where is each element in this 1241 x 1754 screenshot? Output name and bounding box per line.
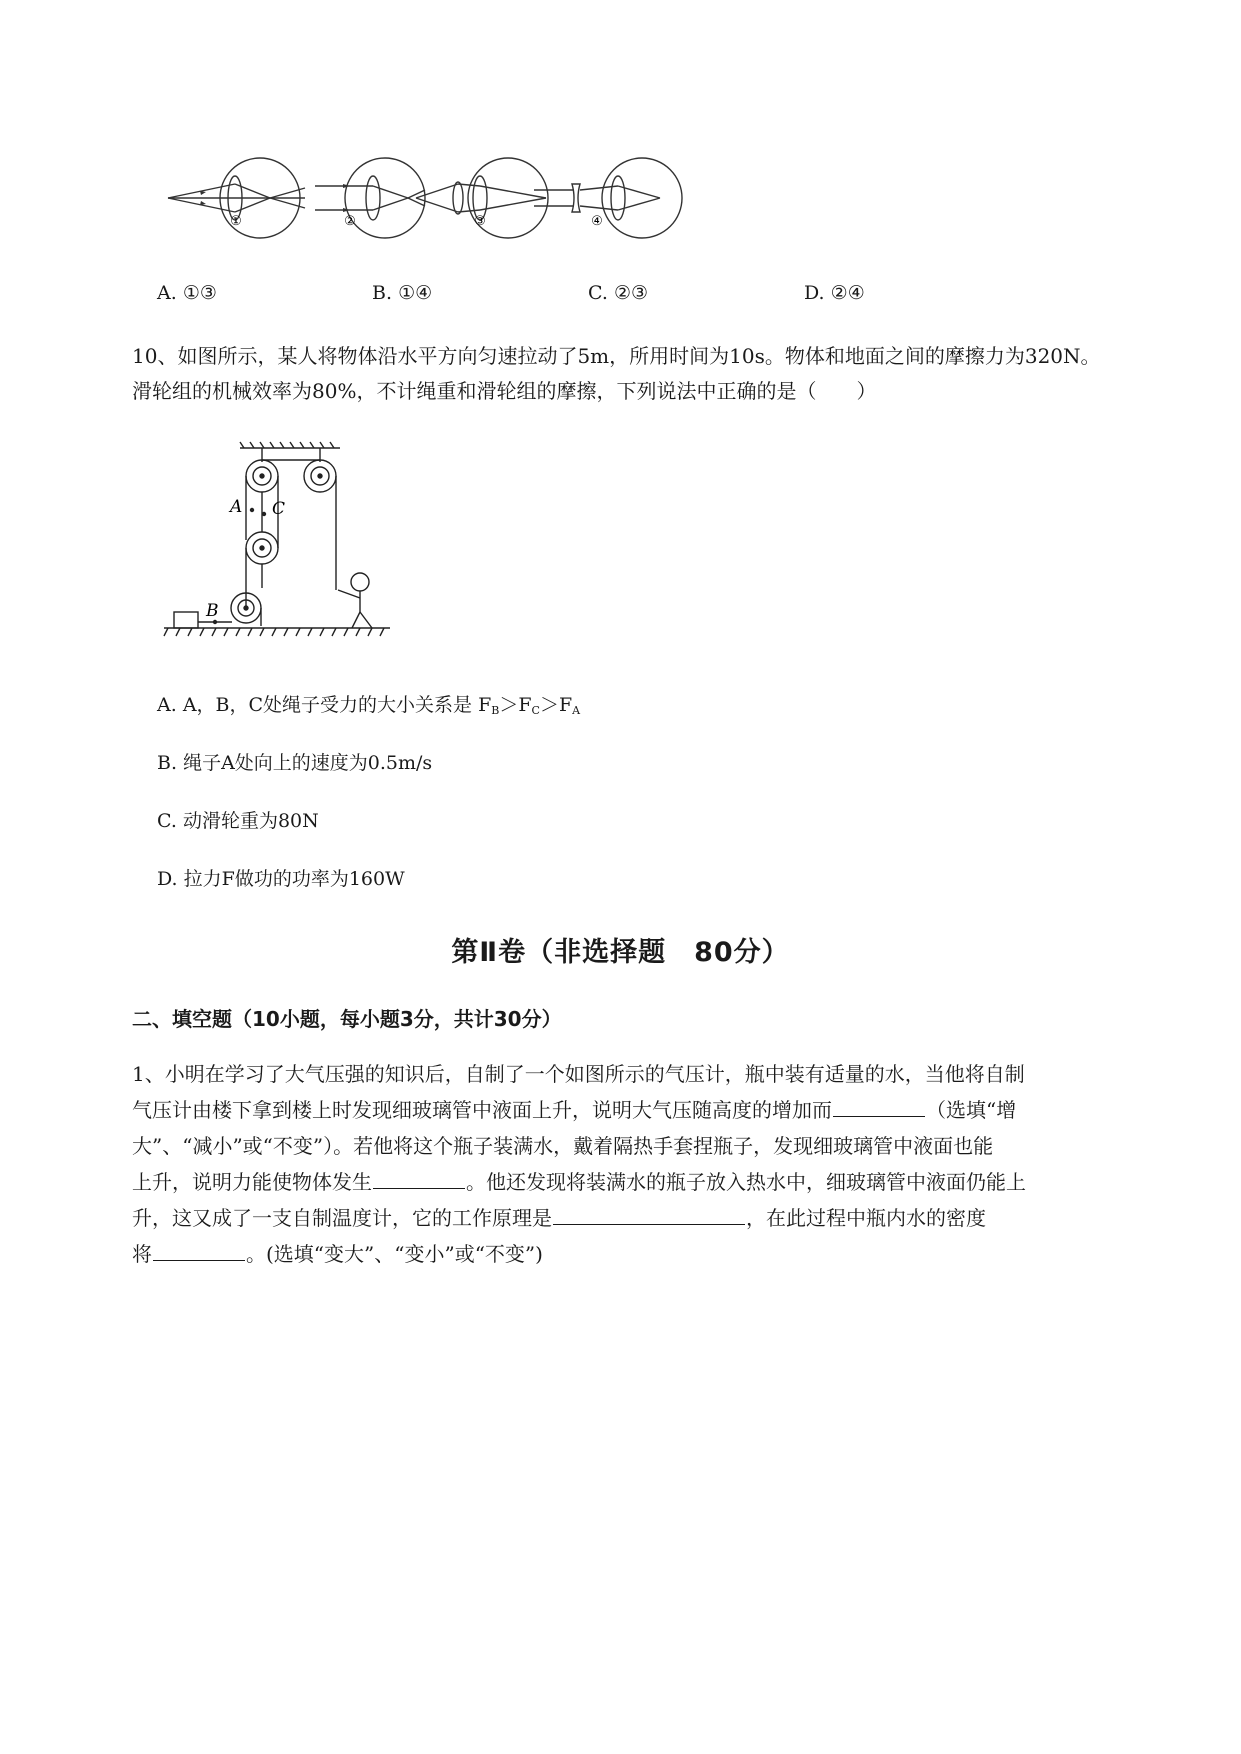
q9-option-b: [372, 282, 432, 304]
section2-heading: 二、填空题（10小题，每小题3分，共计30分）: [132, 1007, 562, 1031]
text-run: 气压计由楼下拿到楼上时发现细玻璃管中液面上升，说明大气压随高度的增加而: [132, 1098, 832, 1122]
text-run: 升，这又成了一支自制温度计，它的工作原理是: [132, 1206, 552, 1230]
eye-label-3: ③: [474, 214, 486, 229]
fill1-line-4: [132, 1164, 1026, 1200]
option-letter: D.: [804, 282, 825, 304]
answer-blank-3[interactable]: [553, 1204, 745, 1225]
q10-stem-line-2: 滑轮组的机械效率为80%，不计绳重和滑轮组的摩擦，下列说法中正确的是（ ）: [132, 379, 877, 403]
text-run: 将: [132, 1242, 152, 1266]
option-letter: A.: [157, 282, 177, 304]
q9-option-d: [804, 282, 865, 304]
option-letter: D.: [157, 868, 178, 890]
part2-title: 第Ⅱ卷（非选择题 80分）: [451, 937, 790, 968]
q9-option-a: [157, 282, 217, 304]
fill1-paragraph: [132, 1056, 1026, 1272]
option-text: A，B，C处绳子受力的大小关系是 F: [182, 694, 492, 716]
eye-label-4: ④: [591, 214, 603, 229]
option-text: 绳子A处向上的速度为0.5m/s: [183, 752, 433, 774]
eye-diagrams-figure: [160, 150, 700, 255]
option-text: ①④: [398, 282, 433, 304]
pulley-system-figure: [160, 440, 410, 645]
fill1-line-6: [132, 1236, 1026, 1272]
option-letter: C.: [588, 282, 608, 304]
text-run: （选填“增: [926, 1098, 1017, 1122]
eye-label-2: ②: [344, 214, 356, 229]
option-text: ②③: [613, 282, 649, 304]
option-text: ②④: [830, 282, 865, 304]
label-b: B: [206, 601, 219, 621]
subscript-c: C: [531, 704, 540, 717]
option-letter: B.: [372, 282, 393, 304]
q10-option-c: [157, 806, 319, 833]
fill1-line-5: [132, 1200, 1026, 1236]
label-a: A: [230, 497, 243, 517]
q10-option-a: [157, 690, 580, 717]
option-text: 动滑轮重为80N: [182, 810, 319, 832]
fill1-line-2: [132, 1092, 1026, 1128]
subscript-a: A: [572, 704, 581, 717]
fill1-line-1: 1、小明在学习了大气压强的知识后，自制了一个如图所示的气压计，瓶中装有适量的水，当他将自制: [132, 1062, 1025, 1086]
q9-option-c: [588, 282, 648, 304]
subscript-b: B: [491, 704, 500, 717]
gt-sign: ＞F: [499, 694, 532, 716]
gt-sign: ＞F: [539, 694, 573, 716]
answer-blank-2[interactable]: [373, 1168, 465, 1189]
option-text: 拉力F做功的功率为160W: [183, 868, 405, 890]
option-letter: C.: [157, 810, 177, 832]
text-run: ，在此过程中瓶内水的密度: [746, 1206, 986, 1230]
text-run: 上升，说明力能使物体发生: [132, 1170, 372, 1194]
option-text: ①③: [182, 282, 217, 304]
text-run: 。(选填“变大”、“变小”或“不变”): [246, 1242, 543, 1266]
answer-blank-1[interactable]: [833, 1096, 925, 1117]
eye-label-1: ①: [230, 214, 242, 229]
option-letter: B.: [157, 752, 178, 774]
label-c: C: [272, 499, 286, 519]
answer-blank-4[interactable]: [153, 1240, 245, 1261]
q10-option-d: [157, 864, 405, 891]
text-run: 。他还发现将装满水的瓶子放入热水中，细玻璃管中液面仍能上: [466, 1170, 1026, 1194]
q10-stem-line-1: 10、如图所示，某人将物体沿水平方向匀速拉动了5m，所用时间为10s。物体和地面之间的摩擦力为320N。: [132, 344, 1101, 368]
option-letter: A.: [157, 694, 177, 716]
fill1-line-3: 大”、“减小”或“不变”）。若他将这个瓶子装满水，戴着隔热手套捏瓶子，发现细玻璃管中液面也能: [132, 1134, 994, 1158]
q10-option-b: [157, 748, 432, 775]
